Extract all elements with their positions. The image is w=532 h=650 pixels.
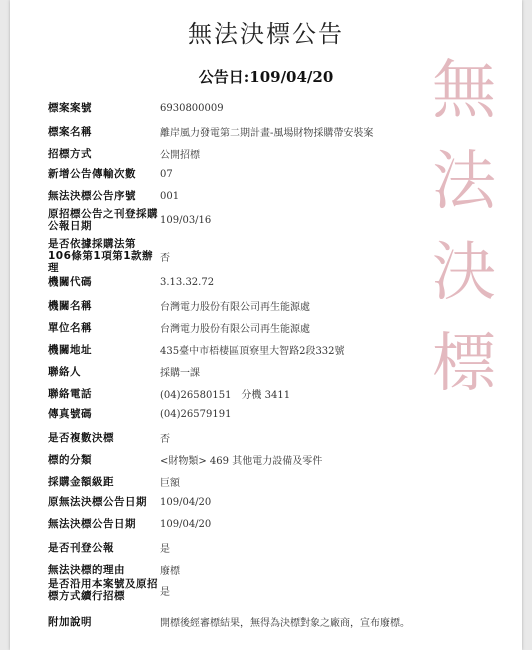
field-label: 招標方式 (48, 147, 92, 160)
field-value: 台灣電力股份有限公司再生能源處 (160, 302, 310, 313)
field-value: 07 (160, 168, 173, 180)
field-row (48, 102, 468, 114)
field-row (48, 146, 468, 161)
field-row (48, 614, 468, 629)
field-row (48, 518, 468, 530)
field-value: 否 (160, 252, 170, 264)
field-value: <財物類> 469 其他電力設備及零件 (160, 456, 323, 467)
watermark-char: 法 (432, 145, 496, 219)
field-row (48, 452, 468, 467)
field-row (48, 276, 468, 288)
field-row (48, 562, 468, 577)
field-row (48, 238, 468, 274)
field-row (48, 168, 468, 180)
field-value: (04)26579191 (160, 408, 232, 420)
field-label: 無法決標的理由 (48, 563, 125, 576)
field-value: 6930800009 (160, 102, 224, 114)
field-label: 傳真號碼 (48, 408, 92, 420)
field-label: 聯絡電話 (48, 387, 92, 400)
watermark-char: 無 (432, 54, 496, 128)
field-label: 附加說明 (48, 615, 92, 628)
field-value: 3.13.32.72 (160, 276, 215, 288)
field-value: 採購一課 (160, 368, 200, 379)
field-value: 是 (160, 586, 170, 598)
field-label: 聯絡人 (48, 365, 81, 378)
field-value: (04)26580151 分機 3411 (160, 390, 291, 401)
watermark-char: 標 (432, 327, 496, 401)
field-value: 001 (160, 190, 180, 202)
field-label: 無法決標公告日期 (48, 518, 136, 530)
field-row (48, 320, 468, 335)
field-row (48, 386, 468, 401)
field-value: 435臺中市梧棲區頂寮里大智路2段332號 (160, 346, 345, 357)
field-label: 標案案號 (48, 102, 92, 114)
field-label: 機關代碼 (48, 276, 92, 288)
field-value: 巨額 (160, 478, 180, 489)
field-value: 109/04/20 (160, 518, 212, 530)
field-value: 廢標 (160, 566, 180, 577)
field-row (48, 540, 468, 555)
field-row (48, 342, 468, 357)
field-row (48, 578, 468, 602)
field-label: 原招標公告之刊登採購公報日期 (48, 208, 158, 232)
field-label: 是否依據採購法第106條第1項第1款辦理 (48, 238, 154, 274)
field-row (48, 124, 468, 139)
field-value: 109/04/20 (160, 496, 212, 508)
field-label: 機關名稱 (48, 299, 92, 312)
field-label: 單位名稱 (48, 321, 92, 334)
field-row (48, 364, 468, 379)
field-value: 公開招標 (160, 150, 200, 161)
field-row (48, 474, 468, 489)
field-value: 開標後經審標結果，無得為決標對象之廠商，宣布廢標。 (160, 618, 410, 629)
field-value: 離岸風力發電第二期計畫-風場財物採購帶安裝案 (160, 128, 374, 139)
field-value: 台灣電力股份有限公司再生能源處 (160, 324, 310, 335)
field-label: 新增公告傳輸次數 (48, 168, 136, 180)
field-value: 是 (160, 544, 170, 555)
field-row (48, 208, 468, 232)
field-row (48, 496, 468, 508)
field-label: 是否沿用本案號及原招標方式續行招標 (48, 578, 158, 602)
field-label: 標案名稱 (48, 125, 92, 138)
field-row (48, 298, 468, 313)
field-value: 109/03/16 (160, 214, 212, 226)
field-label: 標的分類 (48, 453, 92, 466)
field-value: 否 (160, 434, 170, 445)
field-row (48, 190, 468, 202)
field-label: 原無法決標公告日期 (48, 496, 147, 508)
page-title: 無法決標公告 (188, 20, 344, 48)
field-row (48, 408, 468, 420)
field-label: 機關地址 (48, 343, 92, 356)
field-label: 是否複數決標 (48, 431, 114, 444)
field-row (48, 430, 468, 445)
field-label: 無法決標公告序號 (48, 190, 136, 202)
field-label: 採購金額級距 (48, 475, 114, 488)
announcement-date: 公告日:109/04/20 (198, 68, 334, 86)
watermark-char: 決 (432, 236, 496, 310)
announcement-page (10, 0, 522, 650)
field-label: 是否刊登公報 (48, 541, 114, 554)
